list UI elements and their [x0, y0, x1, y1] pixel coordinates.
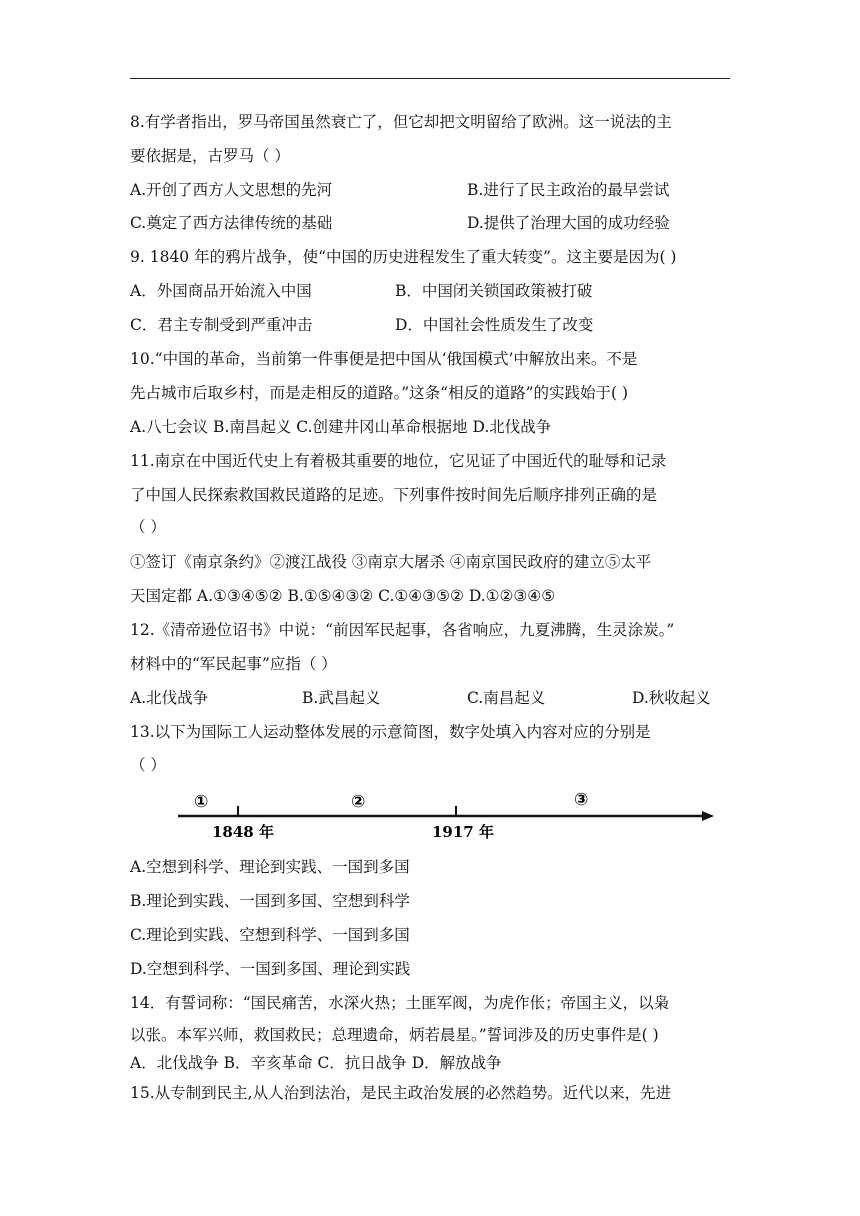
q9-option-d: D．中国社会性质发生了改变	[395, 316, 594, 334]
q8-stem-line2: 要依据是，古罗马（ ）	[130, 147, 290, 165]
q8-option-a: A.开创了西方人文思想的先河	[130, 181, 333, 199]
timeline-year-1917: 1917 年	[432, 823, 494, 840]
q12-option-d: D.秋收起义	[632, 689, 711, 707]
q14-stem-line1: 14．有誓词称：“国民痛苦，水深火热；土匪军阀，为虎作伥；帝国主义，以枭	[130, 994, 670, 1012]
q12-stem-line2: 材料中的“军民起事”应指（ ）	[130, 655, 337, 673]
q14-options: A．北伐战争 B．辛亥革命 C．抗日战争 D．解放战争	[130, 1054, 502, 1072]
q14-stem-line2: 以张。本军兴师，救国救民；总理遗命，炳若晨星。”誓词涉及的历史事件是( )	[130, 1026, 659, 1044]
q8-option-b: B.进行了民主政治的最早尝试	[467, 181, 670, 199]
q8-option-c: C.奠定了西方法律传统的基础	[130, 214, 333, 232]
timeline-svg	[178, 780, 718, 840]
timeline-mark-3: ③	[574, 790, 589, 810]
q9-option-a: A．外国商品开始流入中国	[130, 282, 312, 300]
q12-option-a: A.北伐战争	[130, 689, 209, 707]
timeline-mark-1: ①	[194, 792, 209, 812]
q13-option-c: C.理论到实践、空想到科学、一国到多国	[130, 926, 410, 944]
q11-items-line2: 天国定都 A.①③④⑤② B.①⑤④③② C.①④③⑤② D.①②③④⑤	[130, 587, 556, 605]
q9-stem: 9. 1840 年的鸦片战争，使“中国的历史进程发生了重大转变”。这主要是因为( )	[130, 248, 677, 266]
q11-stem-line2: 了中国人民探索救国救民道路的足迹。下列事件按时间先后顺序排列正确的是	[130, 486, 658, 504]
timeline-mark-2: ②	[351, 792, 366, 812]
q10-options: A.八七会议 B.南昌起义 C.创建井冈山革命根据地 D.北伐战争	[130, 418, 552, 436]
q9-option-c: C．君主专制受到严重冲击	[130, 316, 313, 334]
q11-stem-line1: 11.南京在中国近代史上有着极其重要的地位，它见证了中国近代的耻辱和记录	[130, 452, 667, 470]
q10-stem-line1: 10.“中国的革命，当前第一件事便是把中国从‘俄国模式’中解放出来。不是	[130, 350, 638, 368]
q15-stem: 15.从专制到民主,从人治到法治，是民主政治发展的必然趋势。近代以来，先进	[130, 1084, 672, 1102]
q13-stem-line2: （ ）	[130, 756, 166, 774]
q12-option-b: B.武昌起义	[302, 689, 381, 707]
q12-option-c: C.南昌起义	[467, 689, 546, 707]
q12-stem-line1: 12.《清帝逊位诏书》中说：“前因军民起事，各省响应，九夏沸腾，生灵涂炭。”	[130, 621, 675, 639]
q10-stem-line2: 先占城市后取乡村，而是走相反的道路。”这条“相反的道路”的实践始于( )	[130, 384, 629, 402]
q11-stem-line3: （ ）	[130, 518, 166, 536]
q13-option-d: D.空想到科学、一国到多国、理论到实践	[130, 960, 411, 978]
q13-stem-line1: 13.以下为国际工人运动整体发展的示意简图，数字处填入内容对应的分别是	[130, 723, 651, 741]
q8-option-d: D.提供了治理大国的成功经验	[467, 214, 670, 232]
q11-items-line1: ①签订《南京条约》②渡江战役 ③南京大屠杀 ④南京国民政府的建立⑤太平	[130, 553, 652, 571]
q13-option-b: B.理论到实践、一国到多国、空想到科学	[130, 892, 410, 910]
q9-option-b: B．中国闭关锁国政策被打破	[395, 282, 593, 300]
timeline-arrowhead	[702, 811, 714, 821]
q13-timeline-diagram	[178, 780, 718, 840]
timeline-year-1848: 1848 年	[212, 823, 274, 840]
q13-option-a: A.空想到科学、理论到实践、一国到多国	[130, 858, 410, 876]
header-rule	[130, 78, 730, 79]
q8-stem-line1: 8.有学者指出，罗马帝国虽然衰亡了，但它却把文明留给了欧洲。这一说法的主	[130, 113, 672, 131]
